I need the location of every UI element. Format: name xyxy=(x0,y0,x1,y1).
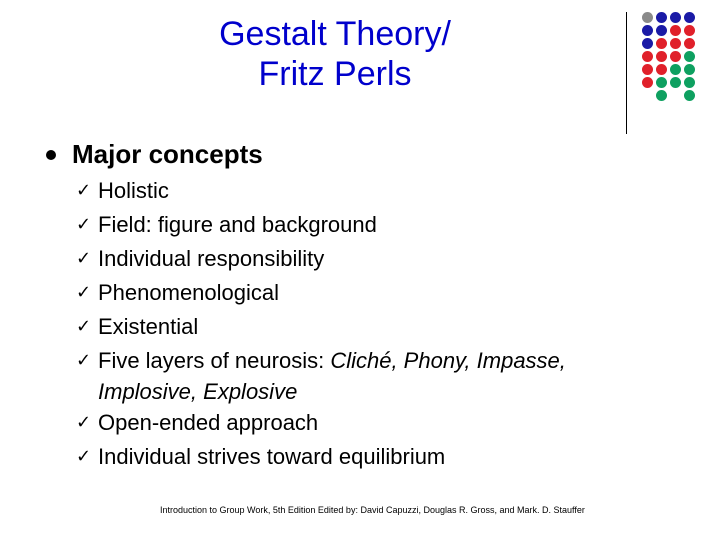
dot-blue xyxy=(656,12,667,23)
dot-green xyxy=(684,77,695,88)
checkmark-icon: ✓ xyxy=(76,248,92,269)
dot-red xyxy=(684,25,695,36)
dot-blue xyxy=(642,25,653,36)
slide-title-line-1: Gestalt Theory/ xyxy=(219,15,451,53)
list-item xyxy=(76,310,676,344)
dot-blue xyxy=(670,12,681,23)
footer-citation: Introduction to Group Work, 5th Edition Edited by: David Capuzzi, Douglas R. Gross, and Mark. D. Stauffer xyxy=(160,505,585,515)
section-heading: Major concepts xyxy=(72,139,263,169)
dot-red xyxy=(670,51,681,62)
decorative-dot-grid xyxy=(640,10,702,120)
list-item xyxy=(76,242,676,276)
dot-red xyxy=(642,77,653,88)
checkmark-icon: ✓ xyxy=(76,446,92,467)
bullet-dot-icon xyxy=(46,150,56,160)
list-item xyxy=(76,208,676,242)
list-item-text: Field: figure and background xyxy=(98,212,377,237)
checkmark-icon: ✓ xyxy=(76,214,92,235)
checkmark-icon: ✓ xyxy=(76,350,92,371)
list-item-text: Individual strives toward equilibrium xyxy=(98,444,446,469)
concept-list xyxy=(76,174,676,474)
dot-red xyxy=(656,38,667,49)
list-item-text-italic: Cliché, Phony, Impasse, xyxy=(330,348,566,373)
dot-red xyxy=(656,64,667,75)
dot-red xyxy=(684,38,695,49)
checkmark-icon: ✓ xyxy=(76,180,92,201)
list-item xyxy=(76,344,676,406)
dot-green xyxy=(684,90,695,101)
dot-blue xyxy=(684,12,695,23)
dot-green xyxy=(656,90,667,101)
dot-green xyxy=(670,77,681,88)
list-item-text-italic-continued: Implosive, Explosive xyxy=(98,379,298,404)
checkmark-icon: ✓ xyxy=(76,412,92,433)
dot-green xyxy=(670,64,681,75)
list-item xyxy=(76,440,676,474)
list-item xyxy=(76,174,676,208)
list-item xyxy=(76,276,676,310)
checkmark-icon: ✓ xyxy=(76,316,92,337)
dot-blue xyxy=(642,12,653,23)
dot-red xyxy=(670,38,681,49)
slide-title xyxy=(100,14,570,94)
dot-green xyxy=(684,64,695,75)
dot-blue xyxy=(642,38,653,49)
dot-green xyxy=(656,77,667,88)
list-item-text: Individual responsibility xyxy=(98,246,325,271)
dot-green xyxy=(684,51,695,62)
dot-red xyxy=(670,25,681,36)
slide-title-line-2: Fritz Perls xyxy=(258,55,412,93)
list-item-text: Phenomenological xyxy=(98,280,280,305)
dot-red xyxy=(642,51,653,62)
dot-red xyxy=(642,64,653,75)
list-item-text xyxy=(98,344,676,406)
checkmark-icon: ✓ xyxy=(76,282,92,303)
list-item-text: Open-ended approach xyxy=(98,410,319,435)
list-item-text: Holistic xyxy=(98,178,169,203)
decorative-vertical-line xyxy=(626,12,627,134)
list-item-text: Existential xyxy=(98,314,199,339)
dot-blue xyxy=(656,25,667,36)
list-item xyxy=(76,406,676,440)
dot-red xyxy=(656,51,667,62)
list-item-text-prefix: Five layers of neurosis: xyxy=(98,348,331,373)
